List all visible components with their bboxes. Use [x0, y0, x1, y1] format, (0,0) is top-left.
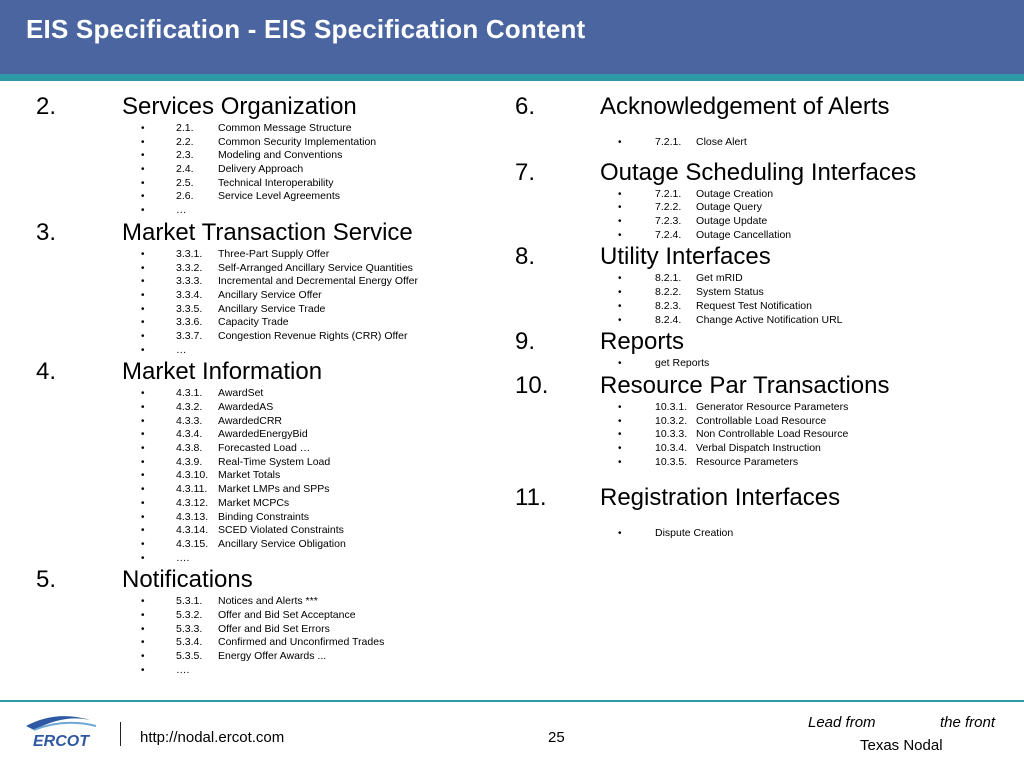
item-number: 10.3.1. — [655, 400, 688, 413]
list-item — [0, 497, 500, 511]
item-number: 7.2.4. — [655, 228, 682, 241]
bullet-icon: • — [618, 273, 622, 285]
item-label: Real-Time System Load — [218, 455, 331, 468]
item-number: 10.3.2. — [655, 414, 688, 427]
item-number: 3.3.4. — [176, 288, 203, 301]
list-item — [0, 344, 500, 358]
list-item — [0, 442, 500, 456]
list-item — [0, 122, 500, 136]
bullet-icon: • — [141, 344, 145, 356]
section-number: 10. — [515, 371, 549, 399]
item-number: 4.3.9. — [176, 455, 203, 468]
list-item — [0, 387, 500, 401]
section-heading — [0, 218, 500, 248]
item-label: Outage Query — [696, 201, 762, 214]
bullet-icon: • — [141, 303, 145, 315]
section-number: 4. — [36, 358, 57, 386]
bullet-icon: • — [141, 415, 145, 427]
bullet-icon: • — [618, 358, 622, 370]
item-number: 2.3. — [176, 149, 194, 162]
section-item-list — [0, 387, 500, 565]
list-item — [500, 415, 1020, 429]
item-label: Binding Constraints — [218, 510, 310, 523]
item-number: …. — [176, 663, 190, 676]
item-number: 4.3.3. — [176, 414, 203, 427]
item-label: Change Active Notification URL — [696, 313, 843, 326]
ercot-logo — [20, 712, 102, 752]
list-item — [0, 303, 500, 317]
section-item-list — [500, 272, 1020, 327]
item-number: 4.3.11. — [176, 483, 208, 496]
section-heading — [500, 92, 1020, 122]
list-item — [0, 262, 500, 276]
item-label: Outage Creation — [696, 187, 774, 200]
item-number: 2.1. — [176, 122, 194, 134]
bullet-icon: • — [618, 202, 622, 214]
list-item — [0, 415, 500, 429]
list-item — [0, 636, 500, 650]
item-number: 10.3.3. — [655, 428, 688, 441]
bullet-icon: • — [141, 443, 145, 455]
item-label: Common Security Implementation — [218, 135, 377, 148]
bullet-icon: • — [141, 317, 145, 329]
tagline-texas-nodal: Texas Nodal — [860, 737, 943, 754]
bullet-icon: • — [618, 137, 622, 148]
list-item — [500, 215, 1020, 229]
item-number: 5.3.2. — [176, 608, 203, 621]
section-number: 9. — [515, 328, 536, 356]
section-heading — [500, 483, 1020, 513]
item-label: System Status — [696, 286, 764, 299]
item-label: Forecasted Load … — [218, 442, 311, 455]
item-number: 2.5. — [176, 176, 194, 189]
bullet-icon: • — [618, 300, 622, 312]
bullet-icon: • — [618, 528, 622, 540]
section-item-list — [500, 527, 1020, 541]
list-item — [500, 300, 1020, 314]
list-item — [0, 275, 500, 289]
item-label: Offer and Bid Set Acceptance — [218, 608, 356, 621]
footer-separator — [120, 722, 121, 746]
bullet-icon: • — [141, 497, 145, 509]
item-label: Congestion Revenue Rights (CRR) Offer — [218, 329, 408, 342]
bullet-icon: • — [141, 136, 145, 148]
section-title: Market Transaction Service — [122, 218, 413, 246]
bullet-icon: • — [141, 623, 145, 635]
bullet-icon: • — [141, 470, 145, 482]
item-number: 5.3.5. — [176, 650, 203, 662]
item-number: 8.2.4. — [655, 313, 682, 326]
section-heading — [500, 371, 1020, 401]
bullet-icon: • — [618, 442, 622, 454]
item-number: 4.3.14. — [176, 524, 209, 537]
item-label: AwardedCRR — [218, 414, 282, 427]
section-7 — [500, 158, 1020, 243]
list-item — [0, 330, 500, 344]
bullet-icon: • — [141, 262, 145, 274]
bullet-icon: • — [618, 401, 622, 413]
item-number: 2.6. — [176, 190, 194, 203]
item-number: get Reports — [655, 357, 710, 370]
item-label: Resource Parameters — [696, 455, 799, 468]
item-label: SCED Violated Constraints — [218, 524, 344, 537]
list-item — [500, 286, 1020, 300]
item-number: 7.2.1. — [655, 187, 682, 200]
bullet-icon: • — [141, 330, 145, 342]
item-number: 10.3.5. — [655, 455, 688, 468]
bullet-icon: • — [618, 188, 622, 200]
list-item — [0, 149, 500, 163]
section-item-list — [0, 248, 500, 358]
item-number: 5.3.3. — [176, 622, 203, 635]
item-label: Offer and Bid Set Errors — [218, 622, 330, 635]
list-item — [0, 538, 500, 552]
list-item — [0, 595, 500, 609]
section-heading — [500, 327, 1020, 357]
bullet-icon: • — [141, 484, 145, 496]
bullet-icon: • — [141, 164, 145, 176]
list-item — [0, 401, 500, 415]
bullet-icon: • — [141, 552, 145, 564]
list-item — [0, 289, 500, 303]
item-number: 5.3.4. — [176, 636, 203, 649]
item-label: Delivery Approach — [218, 163, 304, 176]
section-item-list — [500, 401, 1020, 469]
section-item-list — [500, 188, 1020, 243]
item-number: 4.3.15. — [176, 537, 209, 550]
section-number: 6. — [515, 93, 536, 120]
list-item — [500, 136, 1020, 150]
section-2 — [0, 92, 500, 218]
list-item — [500, 188, 1020, 202]
item-number: 4.3.13. — [176, 510, 209, 523]
footer-divider — [0, 700, 1024, 702]
item-label: Service Level Agreements — [218, 190, 340, 203]
title-bar — [0, 0, 1024, 74]
section-4 — [0, 357, 500, 565]
item-label: AwardSet — [218, 387, 264, 400]
section-number: 11. — [515, 484, 547, 512]
section-title: Market Information — [122, 358, 323, 386]
section-item-list — [0, 122, 500, 218]
bullet-icon: • — [141, 664, 145, 676]
list-item — [0, 316, 500, 330]
item-label: Ancillary Service Trade — [218, 302, 326, 315]
item-label: Generator Resource Parameters — [696, 400, 849, 413]
list-item — [0, 623, 500, 637]
list-item — [0, 428, 500, 442]
item-number: … — [176, 204, 187, 217]
section-title: Outage Scheduling Interfaces — [600, 158, 917, 186]
item-number: 2.4. — [176, 163, 194, 176]
item-number: 4.3.10. — [176, 469, 209, 482]
section-5 — [0, 565, 500, 677]
bullet-icon: • — [141, 651, 145, 662]
section-title: Utility Interfaces — [600, 243, 771, 271]
item-label: Market Totals — [218, 469, 281, 482]
section-11 — [500, 483, 1020, 541]
item-number: 3.3.1. — [176, 247, 203, 260]
item-label: Incremental and Decremental Energy Offer — [218, 275, 418, 288]
bullet-icon: • — [141, 276, 145, 288]
list-item — [500, 428, 1020, 442]
title-divider — [0, 74, 1024, 81]
bullet-icon: • — [618, 314, 622, 326]
item-label: Market MCPCs — [218, 496, 290, 509]
item-number: 7.2.3. — [655, 215, 682, 228]
list-item — [500, 456, 1020, 470]
list-item — [0, 136, 500, 150]
list-item — [0, 511, 500, 525]
bullet-icon: • — [618, 216, 622, 228]
list-item — [0, 456, 500, 470]
footer-url: http://nodal.ercot.com — [140, 729, 285, 746]
bullet-icon: • — [618, 415, 622, 427]
list-item — [0, 469, 500, 483]
section-title: Acknowledgement of Alerts — [600, 93, 890, 120]
section-heading — [500, 242, 1020, 272]
item-label: Confirmed and Unconfirmed Trades — [218, 636, 385, 649]
item-number: 5.3.1. — [176, 595, 203, 608]
section-title: Registration Interfaces — [600, 484, 841, 512]
section-9 — [500, 327, 1020, 371]
item-number: Dispute Creation — [655, 527, 734, 540]
bullet-icon: • — [141, 596, 145, 608]
bullet-icon: • — [618, 429, 622, 441]
bullet-icon: • — [618, 229, 622, 241]
item-label: Energy Offer Awards ... — [218, 650, 327, 662]
item-number: 3.3.5. — [176, 302, 203, 315]
section-3 — [0, 218, 500, 358]
list-item — [0, 190, 500, 204]
item-label: Non Controllable Load Resource — [696, 428, 849, 441]
section-number: 8. — [515, 243, 536, 271]
bullet-icon: • — [141, 525, 145, 537]
bullet-icon: • — [618, 287, 622, 299]
bullet-icon: • — [141, 637, 145, 649]
item-number: 8.2.1. — [655, 272, 682, 285]
item-number: 4.3.1. — [176, 387, 203, 400]
item-label: Verbal Dispatch Instruction — [696, 441, 821, 454]
list-item — [0, 664, 500, 678]
item-label: Capacity Trade — [218, 316, 289, 329]
list-item — [500, 201, 1020, 215]
item-label: Notices and Alerts *** — [218, 595, 318, 608]
section-heading — [0, 357, 500, 387]
item-number: 4.3.2. — [176, 401, 203, 413]
bullet-icon: • — [141, 456, 145, 468]
list-item — [500, 527, 1020, 541]
section-number: 5. — [36, 566, 57, 594]
item-number: 4.3.4. — [176, 428, 203, 441]
tagline-lead-from: Lead from — [808, 714, 876, 731]
section-number: 7. — [515, 158, 536, 186]
section-title: Notifications — [122, 566, 253, 594]
section-title: Resource Par Transactions — [600, 371, 890, 399]
tagline-the-front: the front — [940, 714, 996, 731]
list-item — [0, 177, 500, 191]
item-number: 7.2.1. — [655, 136, 682, 148]
section-title: Reports — [600, 328, 685, 356]
item-number: 8.2.3. — [655, 299, 682, 312]
list-item — [0, 204, 500, 218]
item-number: 4.3.8. — [176, 442, 203, 455]
section-heading — [500, 158, 1020, 188]
item-label: Outage Cancellation — [696, 228, 792, 241]
item-number: 4.3.12. — [176, 496, 209, 509]
bullet-icon: • — [141, 191, 145, 203]
item-label: AwardedAS — [218, 401, 274, 413]
bullet-icon: • — [141, 538, 145, 550]
section-8 — [500, 242, 1020, 327]
bullet-icon: • — [141, 388, 145, 400]
item-number: 7.2.2. — [655, 201, 682, 214]
item-label: Technical Interoperability — [218, 176, 334, 189]
item-number: 10.3.4. — [655, 441, 688, 454]
section-heading — [0, 92, 500, 122]
list-item — [0, 609, 500, 623]
list-item — [500, 357, 1020, 371]
item-number: 3.3.2. — [176, 261, 203, 274]
section-number: 3. — [36, 218, 57, 246]
section-6 — [500, 92, 1020, 150]
item-label: Outage Update — [696, 215, 768, 228]
item-label: Self-Arranged Ancillary Service Quantities — [218, 261, 413, 274]
list-item — [0, 163, 500, 177]
list-item — [500, 442, 1020, 456]
slide-title: EIS Specification - EIS Specification Content — [26, 14, 586, 44]
item-label: Close Alert — [696, 136, 747, 148]
right-column — [500, 92, 1020, 541]
item-label: AwardedEnergyBid — [218, 428, 308, 441]
item-number: 3.3.7. — [176, 329, 203, 342]
list-item — [0, 483, 500, 497]
list-item — [0, 552, 500, 566]
list-item — [0, 524, 500, 538]
section-number: 2. — [36, 93, 57, 120]
list-item — [0, 650, 500, 664]
item-label: Common Message Structure — [218, 122, 352, 134]
list-item — [500, 229, 1020, 243]
logo-text: ERCOT — [33, 733, 89, 750]
bullet-icon: • — [141, 150, 145, 162]
bullet-icon: • — [141, 402, 145, 413]
bullet-icon: • — [141, 429, 145, 441]
section-item-list — [500, 136, 1020, 150]
list-item — [500, 272, 1020, 286]
section-heading — [0, 565, 500, 595]
item-label: Controllable Load Resource — [696, 414, 827, 427]
item-number: …. — [176, 551, 190, 564]
item-number: … — [176, 343, 187, 356]
item-label: Modeling and Conventions — [218, 149, 343, 162]
item-label: Request Test Notification — [696, 299, 812, 312]
bullet-icon: • — [141, 123, 145, 134]
list-item — [500, 401, 1020, 415]
bullet-icon: • — [141, 511, 145, 523]
list-item — [500, 314, 1020, 328]
section-title: Services Organization — [122, 93, 357, 120]
item-number: 3.3.3. — [176, 275, 203, 288]
bullet-icon: • — [141, 177, 145, 189]
item-label: Market LMPs and SPPs — [218, 483, 330, 496]
item-label: Ancillary Service Obligation — [218, 537, 346, 550]
item-number: 8.2.2. — [655, 286, 682, 299]
item-number: 2.2. — [176, 135, 194, 148]
list-item — [0, 248, 500, 262]
item-label: Get mRID — [696, 272, 743, 285]
bullet-icon: • — [141, 248, 145, 260]
item-label: Three-Part Supply Offer — [218, 247, 330, 260]
section-item-list — [500, 357, 1020, 371]
page-number: 25 — [548, 729, 565, 746]
section-item-list — [0, 595, 500, 677]
bullet-icon: • — [141, 609, 145, 621]
bullet-icon: • — [141, 205, 145, 217]
left-column — [0, 92, 500, 677]
item-number: 3.3.6. — [176, 316, 203, 329]
bullet-icon: • — [141, 289, 145, 301]
bullet-icon: • — [618, 456, 622, 468]
section-10 — [500, 371, 1020, 469]
item-label: Ancillary Service Offer — [218, 288, 322, 301]
